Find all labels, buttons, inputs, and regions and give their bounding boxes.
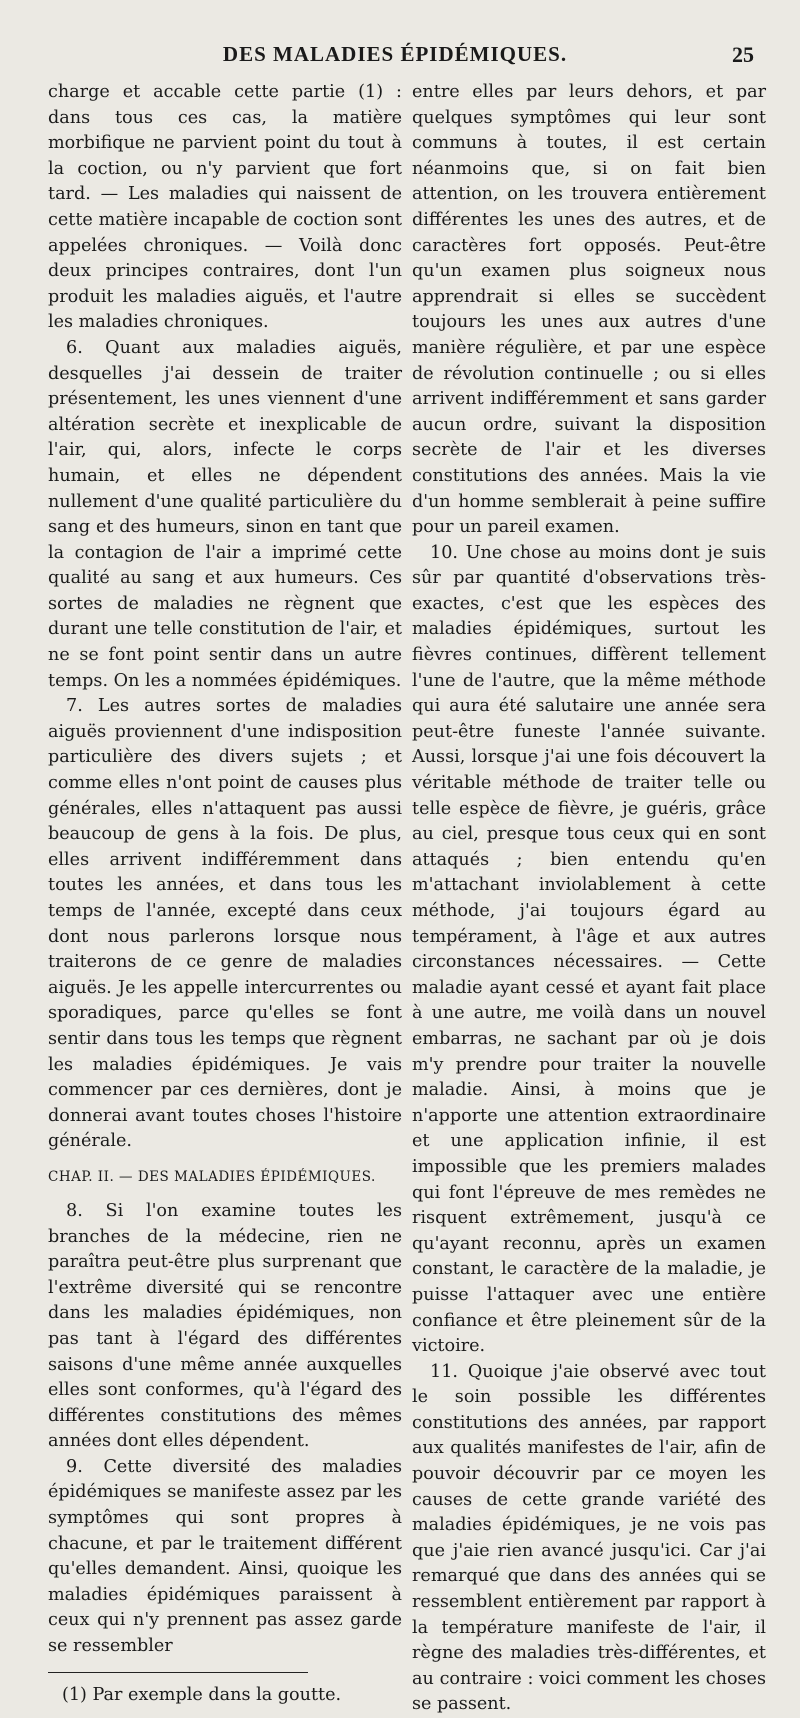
footnote-rule — [48, 1672, 308, 1673]
paragraph-9-continued: entre elles par leurs dehors, et par quelques symptômes qui leur sont communs à toutes, il est certain néanmoins que, si on fait bien attention, on les trouvera entièrement différentes les unes des autres, et de caractères fort opposés. Peut-être qu'un examen plus soigneux nous apprendrait si elles se succèdent toujours les unes aux autres d'une manière régulière, et par une espèce de révolution continuelle ; ou si elles arrivent indifféremment et sans garder aucun ordre, suivant la disposition secrète de l'air et les diverses constitutions des années. Mais la vie d'un homme semblerait à peine suffire pour un pareil examen. — [412, 82, 766, 538]
footnote: (1) Par exemple dans la goutte. — [62, 1684, 342, 1705]
chapter-heading: CHAP. II. — DES MALADIES ÉPIDÉMIQUES. — [48, 1168, 376, 1185]
right-column — [412, 80, 766, 1718]
running-title: DES MALADIES ÉPIDÉMIQUES. — [222, 42, 568, 66]
paragraph-7: 7. Les autres sortes de maladies aiguës proviennent d'une indisposition particulière des divers sujets ; et comme elles n'ont point de causes plus générales, elles n'attaquent pas aussi beaucoup de gens à la fois. De plus, elles arrivent indifféremment dans toutes les années, et dans tous les temps de l'année, excepté dans ceux dont nous parlerons lorsque nous traiterons de ce genre de maladies aiguës. Je les appelle intercurrentes ou sporadiques, parce qu'elles se font sentir dans tous les temps que règnent les maladies épidémiques. Je vais commencer par ces dernières, dont je donnerai avant toutes choses l'histoire générale. — [48, 696, 402, 1152]
paragraph-6: 6. Quant aux maladies aiguës, desquelles j'ai dessein de traiter présentement, les unes viennent d'une altération secrète et inexplicable de l'air, qui, alors, infecte le corps humain, et elles ne dépendent nullement d'une qualité particulière du sang et des humeurs, sinon en tant que la contagion de l'air a imprimé cette qualité au sang et aux humeurs. Ces sortes de maladies ne règnent que durant une telle constitution de l'air, et ne se font point sentir dans un autre temps. On les a nommées épidémiques. — [48, 337, 402, 691]
paragraph-9: 9. Cette diversité des maladies épidémiques se manifeste assez par les symptômes qui sont propres à chacune, et par le traitement différent qu'elles demandent. Ainsi, quoique les maladies épidémiques paraissent à ceux qui n'y prennent pas assez garde se ressembler — [48, 1456, 402, 1657]
paragraph-11: 11. Quoique j'aie observé avec tout le soin possible les différentes constitutions des années, par rapport aux qualités manifestes de l'air, afin de pouvoir découvrir par ce moyen les causes de cette grande variété des maladies épidémiques, je ne vois pas que j'aie rien avancé jusqu'ici. Car j'ai remarqué que dans des années qui se ressemblent entièrement par rapport à la température manifeste de l'air, il règne des maladies très-différentes, et au contraire : voici comment les choses se passent. — [412, 1361, 766, 1715]
running-header — [0, 42, 800, 76]
left-column — [48, 80, 402, 1708]
page-number: 25 — [732, 42, 754, 67]
paragraph-8: 8. Si l'on examine toutes les branches de la médecine, rien ne paraîtra peut-être plus surprenant que l'extrême diversité qui se rencontre dans les maladies épidémiques, non pas tant à l'égard des différentes saisons d'une même année auxquelles elles sont conformes, qu'à l'égard des différentes constitutions des mêmes années dont elles dépendent. — [48, 1200, 402, 1452]
paragraph-10: 10. Une chose au moins dont je suis sûr par quantité d'observations très-exactes, c'est que les espèces des maladies épidémiques, surtout les fièvres continues, diffèrent tellement l'une de l'autre, que la même méthode qui aura été salutaire une année sera peut-être funeste l'année suivante. Aussi, lorsque j'ai une fois découvert la véritable méthode de traiter telle ou telle espèce de fièvre, je guéris, grâce au ciel, presque tous ceux qui en sont attaqués ; bien entendu qu'en m'attachant inviolablement à cette méthode, j'ai toujours égard au tempérament, à l'âge et aux autres circonstances nécessaires. — Cette maladie ayant cessé et ayant fait place à une autre, me voilà dans un nouvel embarras, ne sachant par où je dois m'y prendre pour traiter la nouvelle maladie. Ainsi, à moins que je n'apporte une attention extraordinaire et une application infinie, il est impossible que les premiers malades qui font l'épreuve de mes remèdes ne risquent extrêmement, jusqu'à ce qu'ayant reconnu, après un examen constant, le caractère de la maladie, je puisse l'attaquer avec une entière confiance et être pleinement sûr de la victoire. — [412, 542, 766, 1357]
paragraph-continuation: charge et accable cette partie (1) : dans tous ces cas, la matière morbifique ne parvient point du tout à la coction, ou n'y parvient que fort tard. — Les maladies qui naissent de cette matière incapable de coction sont appelées chroniques. — Voilà donc deux principes contraires, dont l'un produit les maladies aiguës, et l'autre les maladies chroniques. — [48, 82, 402, 333]
